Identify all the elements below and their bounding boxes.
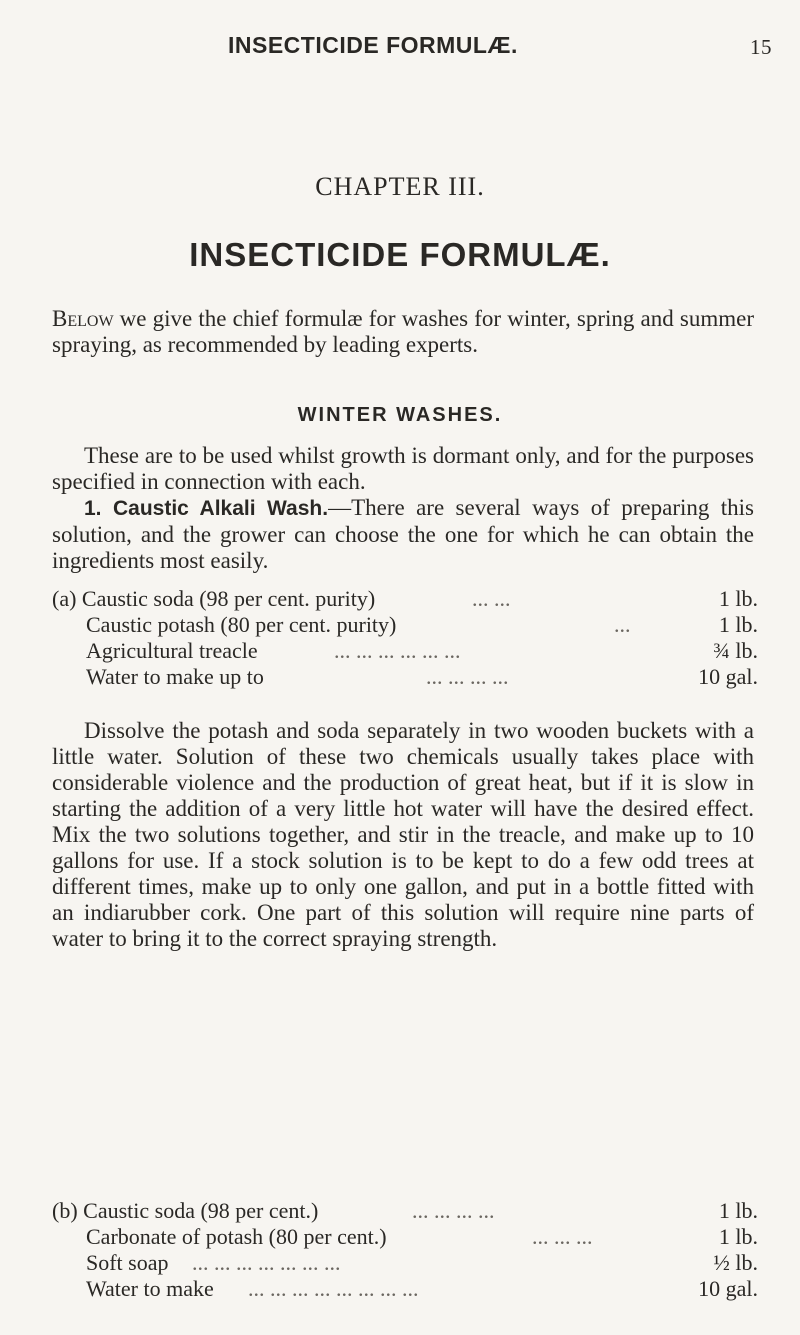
- ingredient-quantity: 1 lb.: [718, 586, 758, 611]
- running-title: INSECTICIDE FORMULÆ.: [228, 32, 518, 58]
- ingredient-name: Caustic potash (80 per cent. purity): [86, 612, 397, 637]
- ingredient-name: Soft soap: [86, 1250, 169, 1275]
- recipe-a: [52, 586, 758, 690]
- ingredient-quantity: 10 gal.: [698, 1276, 758, 1301]
- recipe-row: [52, 1198, 758, 1224]
- caustic-wash-text: —There are several ways of preparing this solution, and the grower can choose the one for which he can obtain the ingredients most easily.: [52, 495, 754, 573]
- intro-paragraph: [52, 306, 754, 358]
- caustic-wash-paragraph: [52, 495, 754, 574]
- recipe-row: [52, 1276, 758, 1302]
- ingredient-name: (a) Caustic soda (98 per cent. purity): [52, 586, 376, 611]
- recipe-row: [52, 612, 758, 638]
- page-number: 15: [750, 35, 772, 59]
- ingredient-name: Carbonate of potash (80 per cent.): [86, 1224, 387, 1249]
- ingredient-name: Water to make: [86, 1276, 214, 1301]
- leader-dots: ... ...: [472, 586, 511, 611]
- leader-dots: ... ... ... ... ... ... ... ...: [248, 1276, 419, 1301]
- ingredient-quantity: ½ lb.: [713, 1250, 758, 1275]
- intro-first-word: Below: [52, 306, 114, 331]
- ingredient-quantity: 1 lb.: [718, 1198, 758, 1223]
- leader-dots: ... ... ... ...: [426, 664, 509, 689]
- recipe-row: [52, 664, 758, 690]
- ingredient-quantity: ¾ lb.: [713, 638, 758, 663]
- ingredient-name: (b) Caustic soda (98 per cent.): [52, 1198, 319, 1223]
- instructions-paragraph: Dissolve the potash and soda separately in two wooden buckets with a little water. Solution of these two chemicals usually takes place with considerable violence and the production of great heat, but if it is slow in starting the addition of a very little hot water will have the desired effect. Mix the two solutions together, and stir in the treacle, and make up to 10 gallons for use. If a stock solution is to be kept to do a few odd trees at different times, make up to only one gallon, and put in a bottle fitted with an indiarubber cork. One part of this solution will require nine parts of water to bring it to the correct spraying strength.: [52, 718, 754, 951]
- leader-dots: ...: [614, 612, 631, 637]
- ingredient-name: Water to make up to: [86, 664, 264, 689]
- leader-dots: ... ... ... ... ... ...: [334, 638, 461, 663]
- recipe-row: [52, 586, 758, 612]
- winter-intro-paragraph: These are to be used whilst growth is dormant only, and for the purposes specified in connection with each.: [52, 443, 754, 494]
- section-heading: WINTER WASHES.: [297, 404, 503, 426]
- ingredient-name: Agricultural treacle: [86, 638, 258, 663]
- recipe-row: [52, 1250, 758, 1276]
- caustic-wash-heading: 1. Caustic Alkali Wash.: [84, 497, 329, 520]
- leader-dots: ... ... ...: [532, 1224, 593, 1249]
- leader-dots: ... ... ... ... ... ... ...: [192, 1250, 341, 1275]
- recipe-row: [52, 638, 758, 664]
- intro-text: we give the chief formulæ for washes for winter, spring and summer spraying, as recommended by leading experts.: [52, 306, 754, 357]
- ingredient-quantity: 1 lb.: [718, 1224, 758, 1249]
- recipe-row: [52, 1224, 758, 1250]
- ingredient-quantity: 10 gal.: [698, 664, 758, 689]
- recipe-b: [52, 1198, 758, 1302]
- chapter-title: INSECTICIDE FORMULÆ.: [189, 236, 611, 273]
- leader-dots: ... ... ... ...: [412, 1198, 495, 1223]
- ingredient-quantity: 1 lb.: [718, 612, 758, 637]
- chapter-label: CHAPTER III.: [315, 172, 485, 201]
